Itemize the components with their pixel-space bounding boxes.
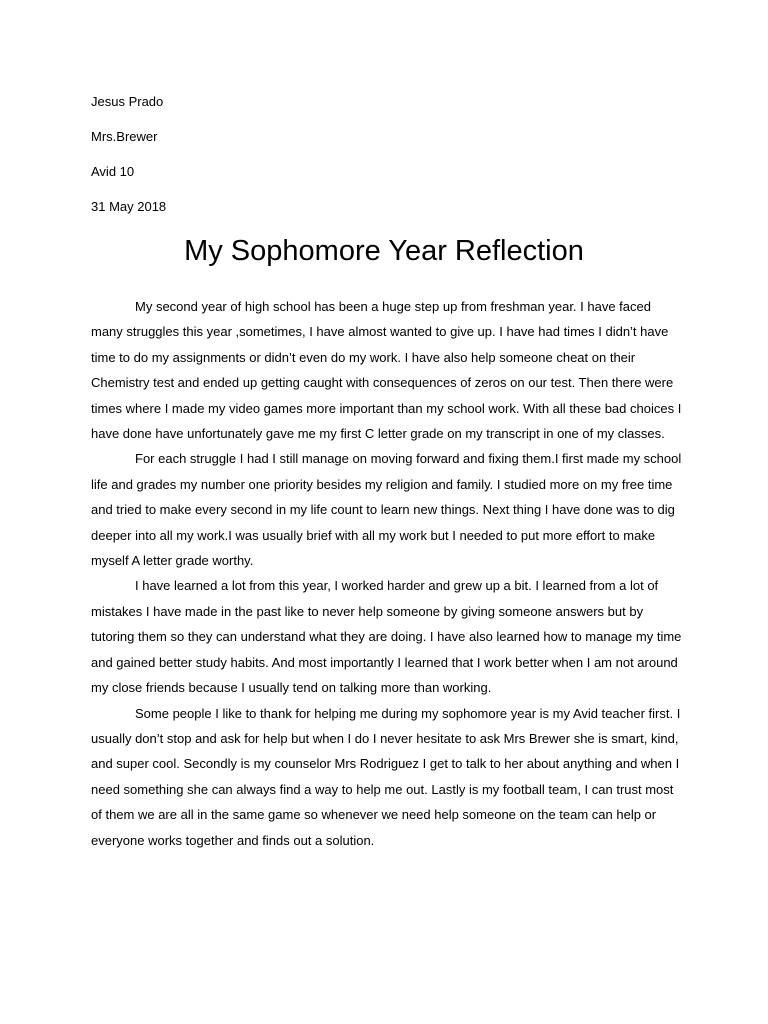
document-date: 31 May 2018: [91, 199, 167, 214]
class-name: Avid 10: [91, 164, 135, 179]
paragraph-2: For each struggle I had I still manage on moving forward and fixing them.I first made my school life and grades my number one priority besides my religion and family. I studied more on my free time and tried to make every second in my life count to learn new things. Next thing I have done was to dig deeper into all my work.I was usually brief with all my work but I needed to put more effort to make myself A letter grade worthy.: [91, 451, 682, 569]
document-title: My Sophomore Year Reflection: [184, 235, 584, 267]
document-body: [91, 294, 683, 853]
paragraph-4: Some people I like to thank for helping me during my sophomore year is my Avid teacher first. I usually don’t stop and ask for help but when I do I never hesitate to ask Mrs Brewer she is smart, kind, and super cool. Secondly is my counselor Mrs Rodriguez I get to talk to her about anything and when I need something she can always find a way to help me out. Lastly is my football team, I can trust most of them we are all in the same game so whenever we need help someone on the team can help or everyone works together and finds out a solution.: [91, 705, 681, 848]
paragraph-1: My second year of high school has been a huge step up from freshman year. I have faced many struggles this year ,sometimes, I have almost wanted to give up. I have had times I didn’t have time to do my assignments or didn’t even do my work. I have also help someone cheat on their Chemistry test and ended up getting caught with consequences of zeros on our test. Then there were times where I made my video games more important than my school work. With all these bad choices I have done have unfortunately gave me my first C letter grade on my transcript in one of my classes.: [91, 299, 682, 442]
author-name: Jesus Prado: [91, 94, 164, 109]
paragraph-3: I have learned a lot from this year, I worked harder and grew up a bit. I learned from a lot of mistakes I have made in the past like to never help someone by giving someone answers but by tutoring them so they can understand what they are doing. I have also learned how to manage my time and gained better study habits. And most importantly I learned that I work better when I am not around my close friends because I usually tend on talking more than working.: [91, 578, 682, 696]
teacher-name: Mrs.Brewer: [91, 129, 158, 144]
